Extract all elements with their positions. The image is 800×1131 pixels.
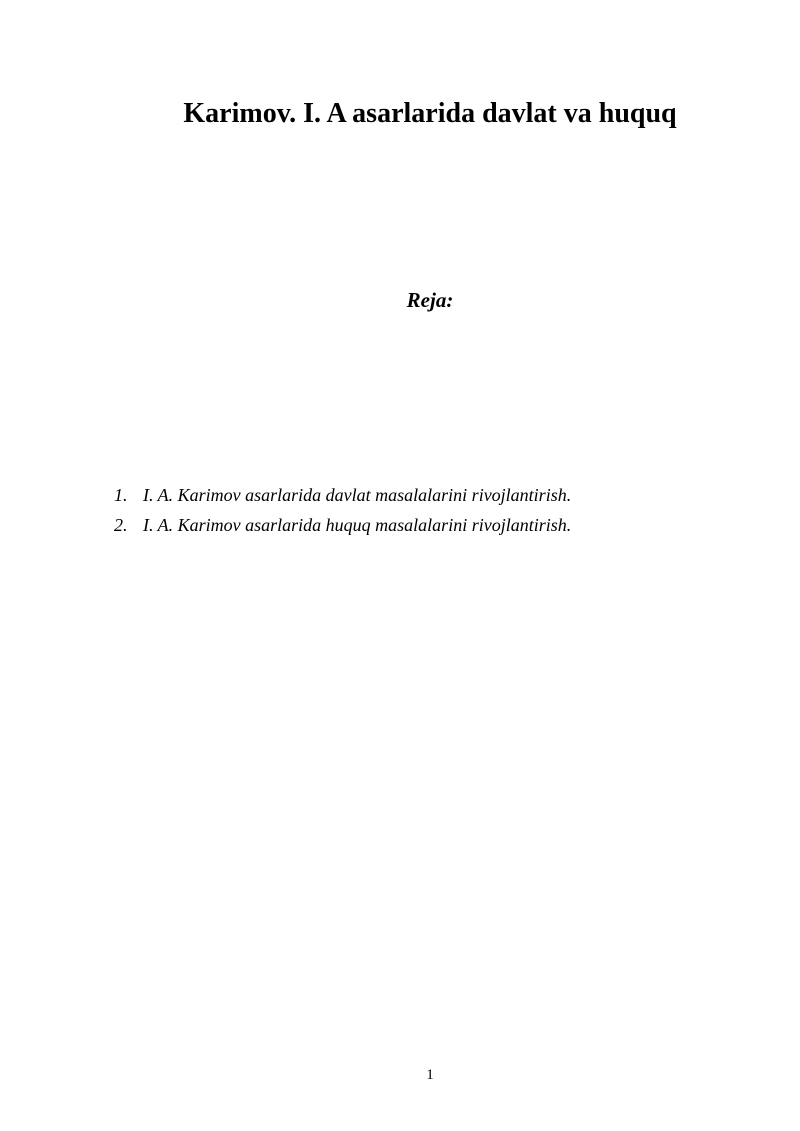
list-item — [114, 480, 571, 510]
list-item-text: I. A. Karimov asarlarida davlat masalalarini rivojlantirish. — [143, 485, 572, 505]
page-title: Karimov. I. A asarlarida davlat va huquq — [183, 98, 677, 129]
list-item — [114, 510, 571, 540]
list-item-number: 2. — [114, 515, 128, 535]
list-item-number: 1. — [114, 485, 128, 505]
plan-heading: Reja: — [406, 288, 454, 312]
plan-list — [114, 480, 571, 540]
page-number: 1 — [426, 1067, 434, 1083]
list-item-text: I. A. Karimov asarlarida huquq masalalarini rivojlantirish. — [143, 515, 572, 535]
